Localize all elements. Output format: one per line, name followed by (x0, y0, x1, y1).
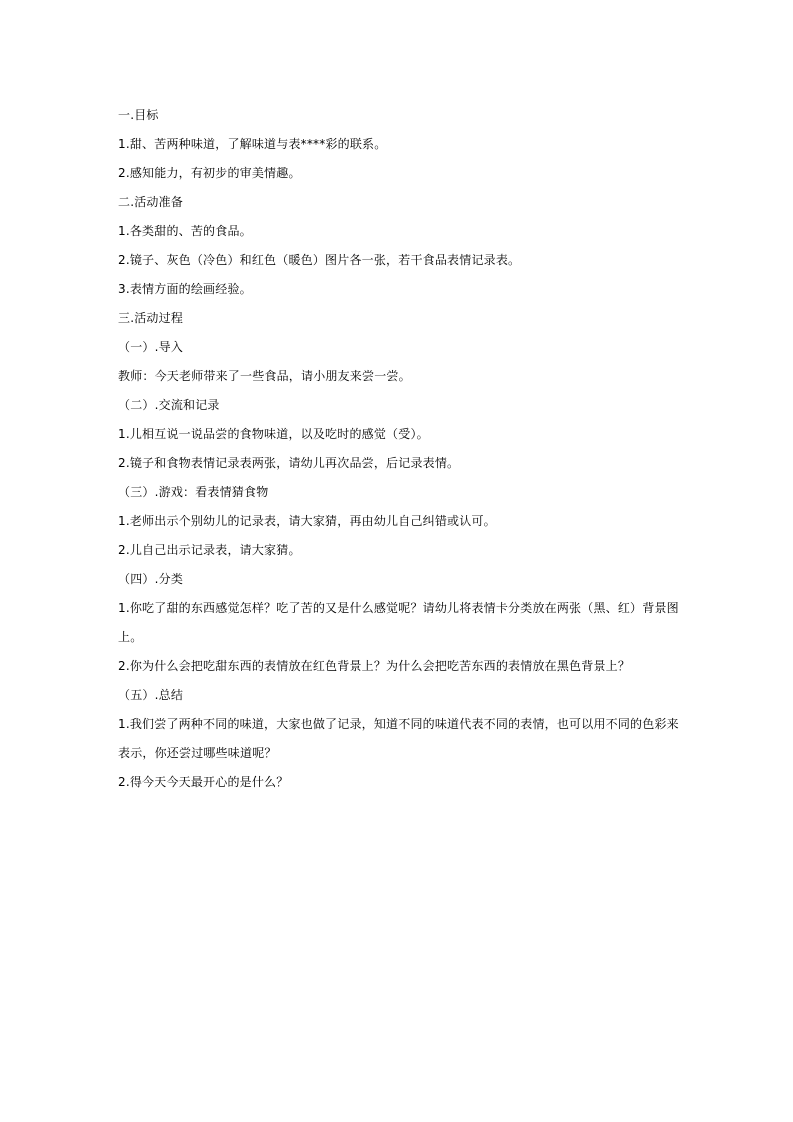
section-heading-preparation: 二.活动准备 (118, 195, 184, 209)
preparation-item-2: 2.镜子、灰色（冷色）和红色（暖色）图片各一张，若干食品表情记录表。 (118, 253, 521, 267)
classify-item-1-line-2: 上。 (118, 630, 143, 644)
summary-item-2: 2.得今天今天最开心的是什么？ (118, 775, 289, 789)
subsection-heading-classify: （四）.分类 (118, 572, 184, 586)
game-item-1: 1.老师出示个别幼儿的记录表，请大家猜，再由幼儿自己纠错或认可。 (118, 514, 496, 528)
document-body (118, 101, 678, 797)
preparation-item-1: 1.各类甜的、苦的食品。 (118, 224, 252, 238)
subsection-heading-exchange: （二）.交流和记录 (118, 398, 220, 412)
subsection-heading-intro: （一）.导入 (118, 340, 184, 354)
preparation-item-3: 3.表情方面的绘画经验。 (118, 282, 252, 296)
subsection-heading-game: （三）.游戏：看表情猜食物 (118, 485, 269, 499)
summary-item-1-line-1: 1.我们尝了两种不同的味道，大家也做了记录，知道不同的味道代表不同的表情，也可以用不同的色彩来 (118, 717, 679, 731)
subsection-heading-summary: （五）.总结 (118, 688, 184, 702)
goal-item-2: 2.感知能力，有初步的审美情趣。 (118, 166, 301, 180)
intro-paragraph: 教师：今天老师带来了一些食品，请小朋友来尝一尝。 (118, 369, 411, 383)
classify-item-2: 2.你为什么会把吃甜东西的表情放在红色背景上？为什么会把吃苦东西的表情放在黑色背景上？ (118, 659, 631, 673)
section-heading-process: 三.活动过程 (118, 311, 184, 325)
classify-item-1-line-1: 1.你吃了甜的东西感觉怎样？吃了苦的又是什么感觉呢？请幼儿将表情卡分类放在两张（黑、红）背景图 (118, 601, 679, 615)
exchange-item-2: 2.镜子和食物表情记录表两张，请幼儿再次品尝，后记录表情。 (118, 456, 460, 470)
section-heading-goals: 一.目标 (118, 108, 159, 122)
goal-item-1: 1.甜、苦两种味道，了解味道与表****彩的联系。 (118, 137, 387, 151)
game-item-2: 2.儿自己出示记录表，请大家猜。 (118, 543, 301, 557)
summary-item-1-line-2: 表示，你还尝过哪些味道呢？ (118, 746, 277, 760)
exchange-item-1: 1.儿相互说一说品尝的食物味道，以及吃时的感觉（受）。 (118, 427, 429, 441)
